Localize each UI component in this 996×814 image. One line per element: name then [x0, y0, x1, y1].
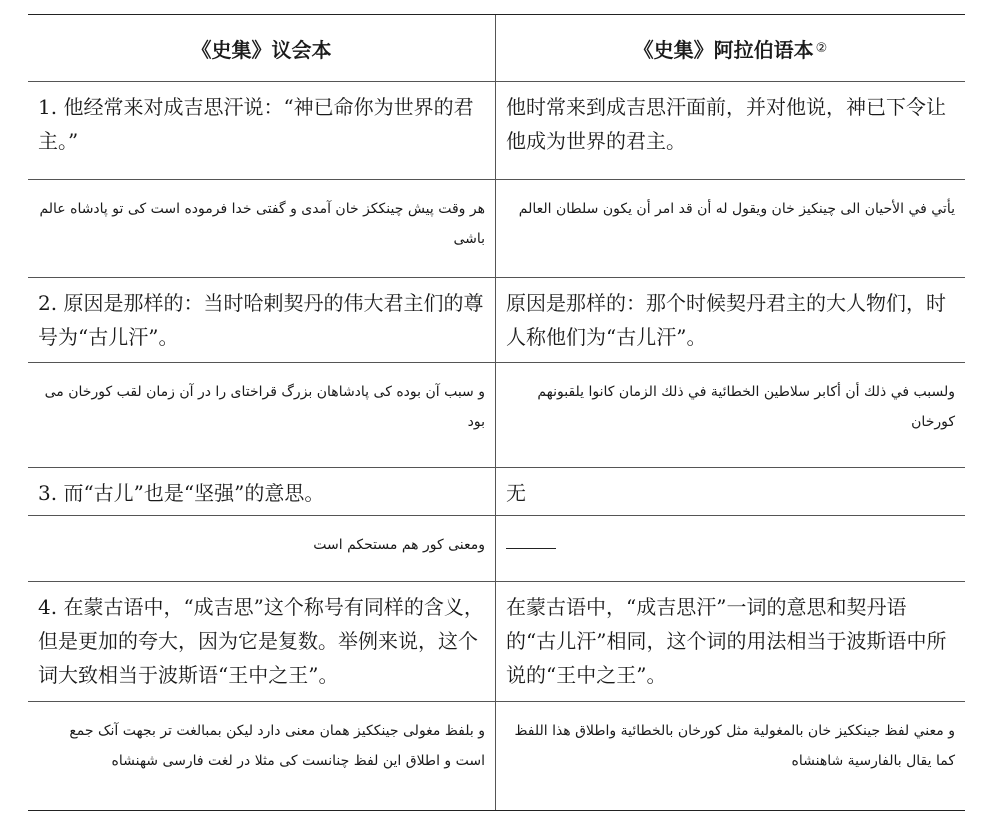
comparison-table [28, 14, 965, 811]
row4-arabic-text: و معني لفظ جينككيز خان بالمغولية مثل كورخان بالخطائية واطلاق هذا اللفظ كما يقال بالفارسية شاهنشاه [514, 723, 955, 769]
header-col1-text: 《史集》议会本 [191, 37, 332, 62]
row3-parliament-chinese: 3. 而“古儿”也是“坚强”的意思。 [28, 468, 496, 515]
footnote-marker: ② [815, 40, 828, 56]
table-row-4-original [28, 702, 965, 810]
table-row-2-original [28, 363, 965, 468]
table-row-1-chinese [28, 82, 965, 180]
row4-persian-text: و بلفظ مغولی جینککیز همان معنی دارد لیکن بمبالغت تر بجهت آنک جمع است و اطلاق این لفظ چنانست کی مثلا در لغت فارسی شهنشاه [28, 702, 496, 810]
row2-parliament-chinese: 2. 原因是那样的：当时哈剌契丹的伟大君主们的尊号为“古儿汗”。 [28, 278, 496, 362]
table-row-1-original [28, 180, 965, 278]
row2-arabic-chinese: 原因是那样的：那个时候契丹君主的大人物们，时人称他们为“古儿汗”。 [506, 291, 946, 349]
row1-arabic-chinese: 他时常来到成吉思汗面前，并对他说，神已下令让他成为世界的君主。 [506, 95, 946, 153]
row1-parliament-chinese: 1. 他经常来对成吉思汗说：“神已命你为世界的君主。” [28, 82, 496, 179]
empty-dash [506, 548, 556, 549]
table-row-2-chinese [28, 278, 965, 363]
row4-parliament-chinese: 4. 在蒙古语中，“成吉思”这个称号有同样的含义，但是更加的夸大，因为它是复数。举例来说，这个词大致相当于波斯语“王中之王”。 [28, 582, 496, 701]
row3-arabic-chinese: 无 [506, 481, 526, 505]
row4-arabic-chinese: 在蒙古语中，“成吉思汗”一词的意思和契丹语的“古儿汗”相同，这个词的用法相当于波斯语中所说的“王中之王”。 [506, 595, 947, 687]
row1-arabic-text: يأتي في الأحيان الى چينكيز خان ويقول له أن قد امر أن يكون سلطان العالم [518, 201, 955, 217]
table-header-row [28, 15, 965, 82]
row2-persian-text: و سبب آن بوده کی پادشاهان بزرگ قراختای را در آن زمان لقب کورخان می بود [28, 363, 496, 467]
table-row-3-original [28, 516, 965, 582]
header-arabic-edition [496, 15, 965, 81]
table-row-4-chinese [28, 582, 965, 702]
header-parliament-edition [28, 15, 496, 81]
header-col2-text: 《史集》阿拉伯语本 [633, 37, 814, 62]
row3-persian-text: ومعنی کور هم مستحکم است [28, 516, 496, 581]
row2-arabic-text: ولسبب في ذلك أن أكابر سلاطين الخطائية في ذلك الزمان كانوا يلقبونهم كورخان [537, 384, 955, 430]
row1-persian-text: هر وقت پیش چینککز خان آمدی و گفتی خدا فرموده است کی تو پادشاه عالم باشی [28, 180, 496, 277]
table-row-3-chinese [28, 468, 965, 516]
row3-arabic-empty [496, 516, 965, 581]
